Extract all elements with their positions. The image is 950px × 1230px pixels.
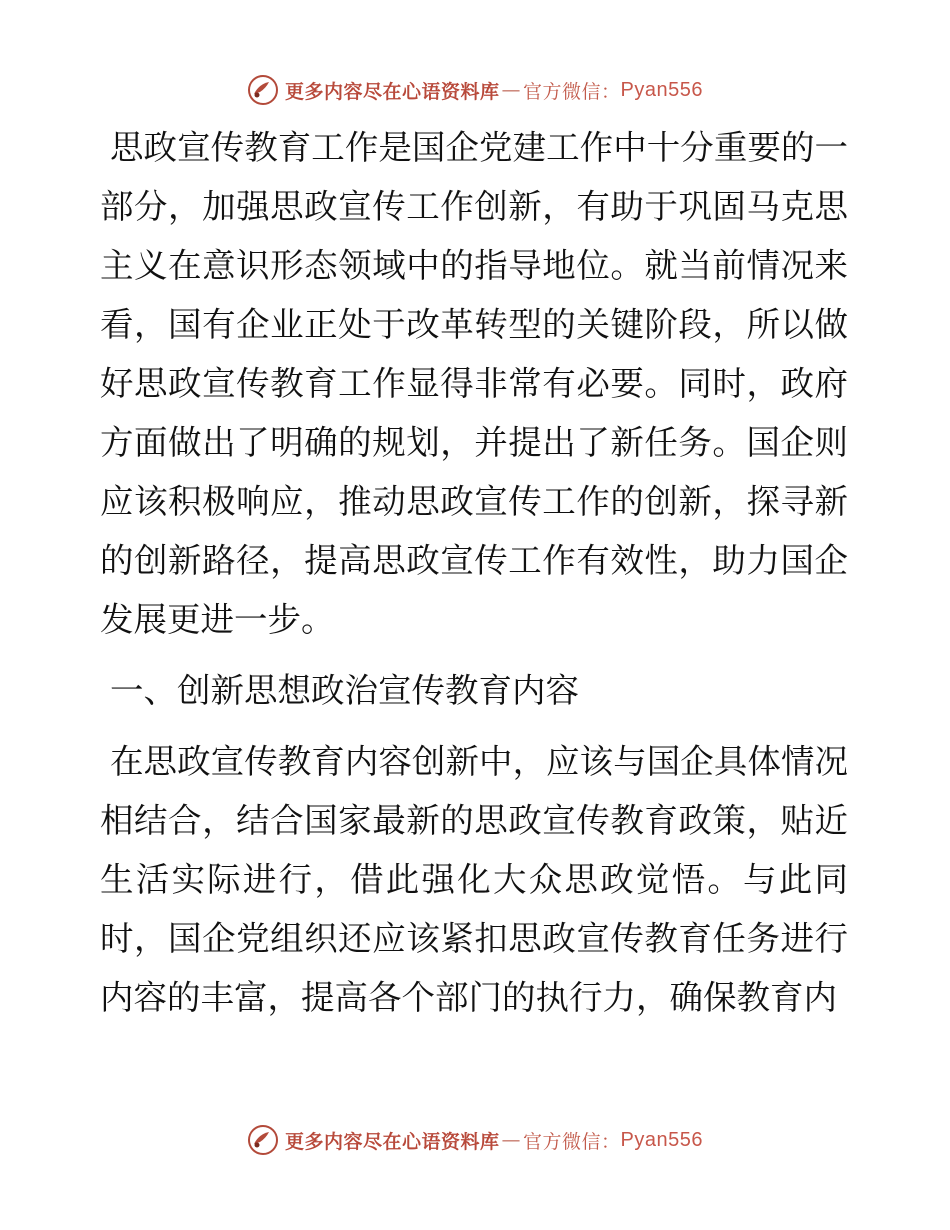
watermark-wechat-id: Pyan556 [620,1128,703,1151]
section-heading: 一、创新思想政治宣传教育内容 [110,671,579,710]
paragraph-intro: 思政宣传教育工作是国企党建工作中十分重要的一部分，加强思政宣传工作创新，有助于巩固马克思主义在意识形态领域中的指导地位。就当前情况来看，国有企业正处于改革转型的关键阶段，所以做好思政宣传教育工作显得非常有必要。同时，政府方面做出了明确的规划，并提出了新任务。国企则应该积极响应，推动思政宣传工作的创新，探寻新的创新路径，提高思政宣传工作有效性，助力国企发展更进一步。 [100,128,848,639]
document-body [100,118,848,1039]
watermark-wechat-label: 官方微信： [523,1130,621,1153]
watermark-wechat-label: 官方微信： [523,80,621,103]
book-logo-icon [247,74,279,106]
watermark-separator: — [501,79,522,101]
book-logo-icon [247,1124,279,1156]
footer-watermark [0,1120,950,1160]
header-watermark [0,70,950,110]
watermark-brand: 更多内容尽在心语资料库 [285,1130,500,1153]
paragraph-content-innovation: 在思政宣传教育内容创新中，应该与国企具体情况相结合，结合国家最新的思政宣传教育政策，贴近生活实际进行，借此强化大众思政觉悟。与此同时，国企党组织还应该紧扣思政宣传教育任务进行内容的丰富，提高各个部门的执行力，确保教育内 [100,742,848,1017]
watermark-brand: 更多内容尽在心语资料库 [285,80,500,103]
watermark-wechat-id: Pyan556 [620,78,703,101]
watermark-separator: — [501,1129,522,1151]
